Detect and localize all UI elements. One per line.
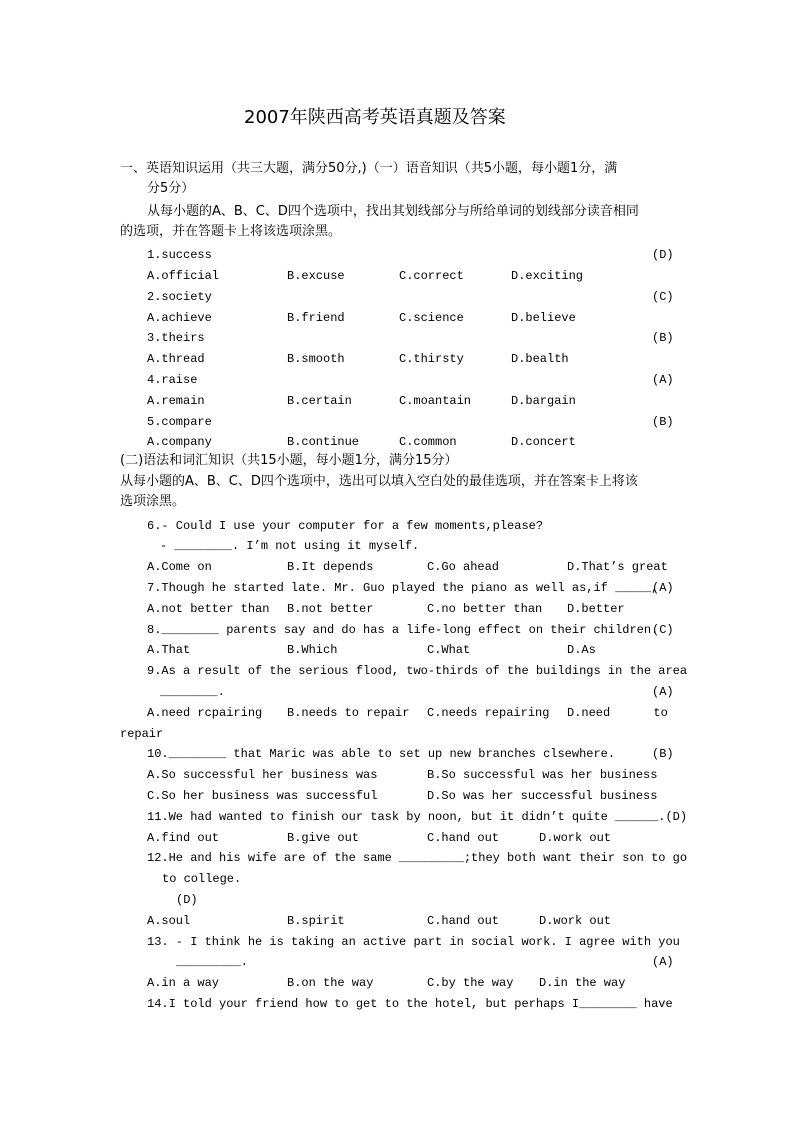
section2-instructions: 从每小题的A、B、C、D四个选项中，选出可以填入空白处的最佳选项，并在答案卡上将该 xyxy=(120,474,638,489)
section2-heading: (二)语法和词汇知识（共15小题，每小题1分，满分15分） xyxy=(120,453,458,468)
grammar-q12: 12.He and his wife are of the same _________;they both want their son to go xyxy=(147,851,688,865)
grammar-q13: 13. - I think he is taking an active part in social work. I agree with you xyxy=(147,935,680,949)
option-a: A.achieve xyxy=(147,311,212,325)
q7-option-d: D.better xyxy=(567,602,625,616)
page-title: 2007年陕西高考英语真题及答案 xyxy=(244,107,506,128)
option-a: A.thread xyxy=(147,352,205,366)
section2-instructions-cont: 选项涂黑。 xyxy=(120,494,186,509)
option-b: B.continue xyxy=(287,435,360,449)
q10-option-d: D.So was her successful business xyxy=(427,789,658,803)
q12-option-d: D.work out xyxy=(539,914,612,928)
q13-option-d: D.in the way xyxy=(539,976,626,990)
section1-heading-cont: 分5分） xyxy=(147,181,195,196)
option-b: B.certain xyxy=(287,394,352,408)
grammar-q8: 8.________ parents say and do has a life-long effect on their children. xyxy=(147,623,659,637)
q10-option-b: B.So successful was her business xyxy=(427,768,658,782)
q8-option-d: D.As xyxy=(567,643,596,657)
q11-option-a: A.find out xyxy=(147,831,220,845)
grammar-q7: 7.Though he started late. Mr. Guo played the piano as well as,if _____, xyxy=(147,581,659,595)
answer-key: (B) xyxy=(652,415,674,429)
q12-option-b: B.spirit xyxy=(287,914,345,928)
option-c: C.science xyxy=(399,311,464,325)
q9-option-c: C.needs repairing xyxy=(427,706,550,720)
grammar-q10: 10.________ that Maric was able to set up new branches clsewhere. xyxy=(147,747,616,761)
grammar-q9-cont: ________. xyxy=(160,685,225,699)
question-word: 2.society xyxy=(147,290,212,304)
grammar-q6-reply: - ________. I’m not using it myself. xyxy=(160,539,420,553)
section1-heading: 一、英语知识运用（共三大题，满分50分,)（一）语音知识（共5小题，每小题1分，满 xyxy=(120,161,618,176)
grammar-q6: 6.- Could I use your computer for a few moments,please? xyxy=(147,519,544,533)
option-a: A.company xyxy=(147,435,212,449)
q12-option-a: A.soul xyxy=(147,914,191,928)
q7-option-a: A.not better than xyxy=(147,602,270,616)
q13-option-b: B.on the way xyxy=(287,976,374,990)
option-d: D.believe xyxy=(511,311,576,325)
q9-option-b: B.needs to repair xyxy=(287,706,410,720)
q7-option-c: C.no better than xyxy=(427,602,543,616)
q11-option-b: B.give out xyxy=(287,831,360,845)
answer-key: (B) xyxy=(652,331,674,345)
answer-key: (C) xyxy=(652,623,674,637)
q13-option-c: C.by the way xyxy=(427,976,514,990)
q7-option-b: B.not better xyxy=(287,602,374,616)
q10-option-c: C.So her business was successful xyxy=(147,789,378,803)
question-word: 1.success xyxy=(147,248,212,262)
answer-key: (A) xyxy=(652,955,674,969)
option-a: A.official xyxy=(147,269,220,283)
q6-option-d: D.That’s great xyxy=(567,560,668,574)
option-a: A.remain xyxy=(147,394,205,408)
answer-key: (D) xyxy=(176,893,198,907)
q8-option-c: C.What xyxy=(427,643,471,657)
option-d: D.bargain xyxy=(511,394,576,408)
option-d: D.concert xyxy=(511,435,576,449)
q11-option-c: C.hand out xyxy=(427,831,500,845)
option-d: D.exciting xyxy=(511,269,584,283)
q11-option-d: D.work out xyxy=(539,831,612,845)
q8-option-b: B.Which xyxy=(287,643,338,657)
q13-option-a: A.in a way xyxy=(147,976,220,990)
q12-option-c: C.hand out xyxy=(427,914,500,928)
grammar-q12-cont: to college. xyxy=(162,872,242,886)
answer-key: (C) xyxy=(652,290,674,304)
q9-option-a: A.need rcpairing xyxy=(147,706,263,720)
grammar-q13-cont: _________. xyxy=(176,955,249,969)
q6-option-a: A.Come on xyxy=(147,560,212,574)
section1-instructions: 从每小题的A、B、C、D四个选项中，找出其划线部分与所给单词的划线部分读音相同 xyxy=(147,204,639,219)
answer-key: (A) xyxy=(652,685,674,699)
q10-option-a: A.So successful her business was xyxy=(147,768,378,782)
answer-key: (D) xyxy=(652,248,674,262)
grammar-q14: 14.I told your friend how to get to the hotel, but perhaps I________ have xyxy=(147,997,673,1011)
answer-key: (A) xyxy=(652,581,674,595)
q6-option-b: B.It depends xyxy=(287,560,374,574)
grammar-q9: 9.As a result of the serious flood, two-thirds of the buildings in the area xyxy=(147,664,688,678)
option-b: B.excuse xyxy=(287,269,345,283)
q8-option-a: A.That xyxy=(147,643,191,657)
option-c: C.thirsty xyxy=(399,352,464,366)
question-word: 3.theirs xyxy=(147,331,205,345)
option-d: D.bealth xyxy=(511,352,569,366)
option-b: B.smooth xyxy=(287,352,345,366)
question-word: 5.compare xyxy=(147,415,212,429)
q6-option-c: C.Go ahead xyxy=(427,560,500,574)
answer-key: (B) xyxy=(652,747,674,761)
option-b: B.friend xyxy=(287,311,345,325)
grammar-q11: 11.We had wanted to finish our task by noon, but it didn’t quite ______.(D) xyxy=(147,810,688,824)
option-c: C.correct xyxy=(399,269,464,283)
option-c: C.common xyxy=(399,435,457,449)
answer-key: (A) xyxy=(652,373,674,387)
option-c: C.moantain xyxy=(399,394,472,408)
q9-option-d-wrap: repair xyxy=(120,727,164,741)
question-word: 4.raise xyxy=(147,373,198,387)
section1-instructions-cont: 的选项，并在答题卡上将该选项涂黑。 xyxy=(120,224,342,239)
q9-option-d: D.need to xyxy=(567,706,668,720)
